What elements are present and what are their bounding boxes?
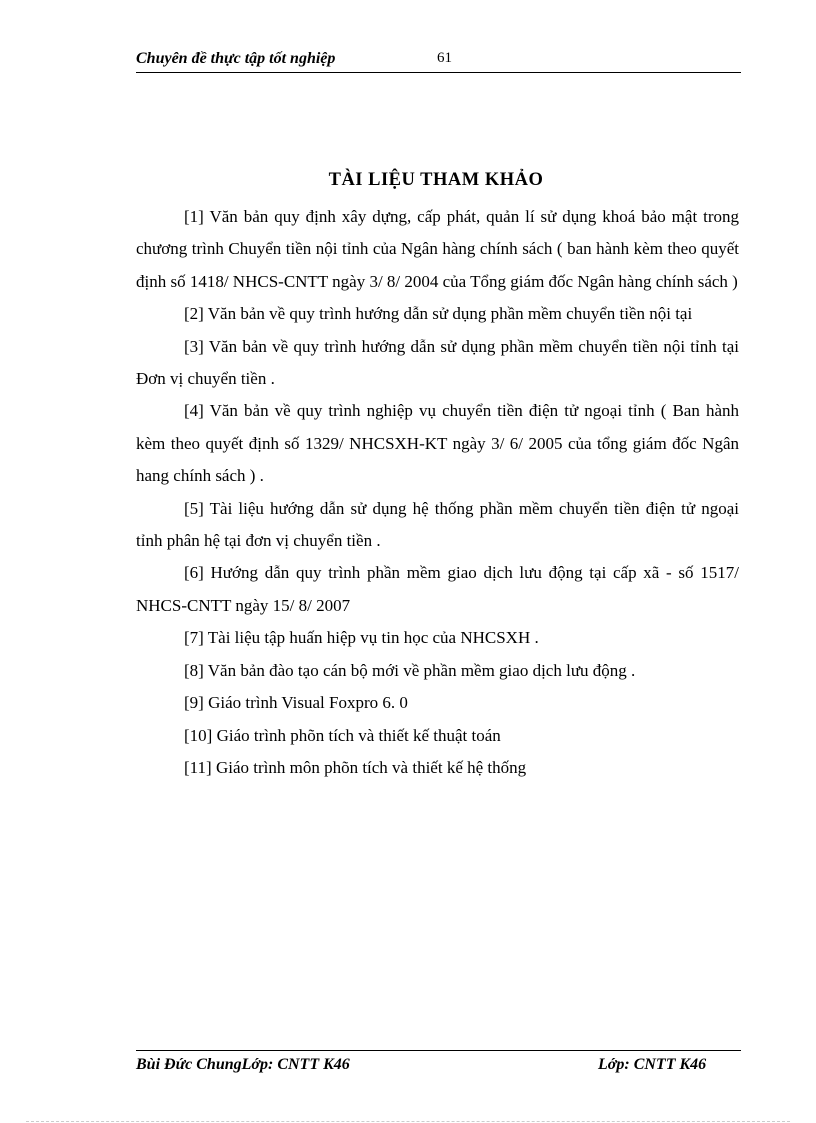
header-title: Chuyên đề thực tập tốt nghiệp [136,50,336,67]
reference-item: [1] Văn bản quy định xây dựng, cấp phát, quản lí sử dụng khoá bảo mật trong chương trình Chuyển tiền nội tỉnh của Ngân hàng chính sách ( ban hành kèm theo quyết định số 1418/ NHCS-CNTT ngày 3/ 8/ 2004 của Tổng giám đốc Ngân hàng chính sách ) [136,207,739,291]
reference-item: [3] Văn bản về quy trình hướng dẫn sử dụng phần mềm chuyển tiền nội tỉnh tại Đơn vị chuyển tiền . [136,336,739,389]
reference-item: [2] Văn bản về quy trình hướng dẫn sử dụng phần mềm chuyển tiền nội tại [184,304,693,324]
page-edge-divider [26,1121,790,1122]
reference-list [136,201,739,784]
reference-item: [7] Tài liệu tập huấn hiệp vụ tin học của NHCSXH . [184,628,539,648]
reference-item: [5] Tài liệu hướng dẫn sử dụng hệ thống phần mềm chuyển tiền điện tử ngoại tỉnh phân hệ tại đơn vị chuyển tiền . [136,498,739,551]
reference-item: [6] Hướng dẫn quy trình phần mềm giao dịch lưu động tại cấp xã - số 1517/ NHCS-CNTT ngày 15/ 8/ 2007 [136,563,739,615]
reference-item: [10] Giáo trình phõn tích và thiết kế thuật toán [184,725,501,745]
footer-author-class: Bùi Đức ChungLớp: CNTT K46 [136,1056,350,1073]
page-number: 61 [437,50,452,66]
footer-class: Lớp: CNTT K46 [598,1056,707,1073]
reference-item: [4] Văn bản về quy trình nghiệp vụ chuyển tiền điện tử ngoại tỉnh ( Ban hành kèm theo quyết định số 1329/ NHCSXH-KT ngày 3/ 6/ 2005 của tổng giám đốc Ngân hang chính sách ) . [136,401,739,486]
reference-item: [9] Giáo trình Visual Foxpro 6. 0 [184,693,408,713]
page-title: TÀI LIỆU THAM KHẢO [328,170,544,190]
reference-item: [11] Giáo trình môn phõn tích và thiết kế hệ thống [184,757,527,777]
page-header [136,48,741,73]
page-footer [136,1050,741,1077]
reference-item: [8] Văn bản đào tạo cán bộ mới về phần mềm giao dịch lưu động . [184,660,636,680]
